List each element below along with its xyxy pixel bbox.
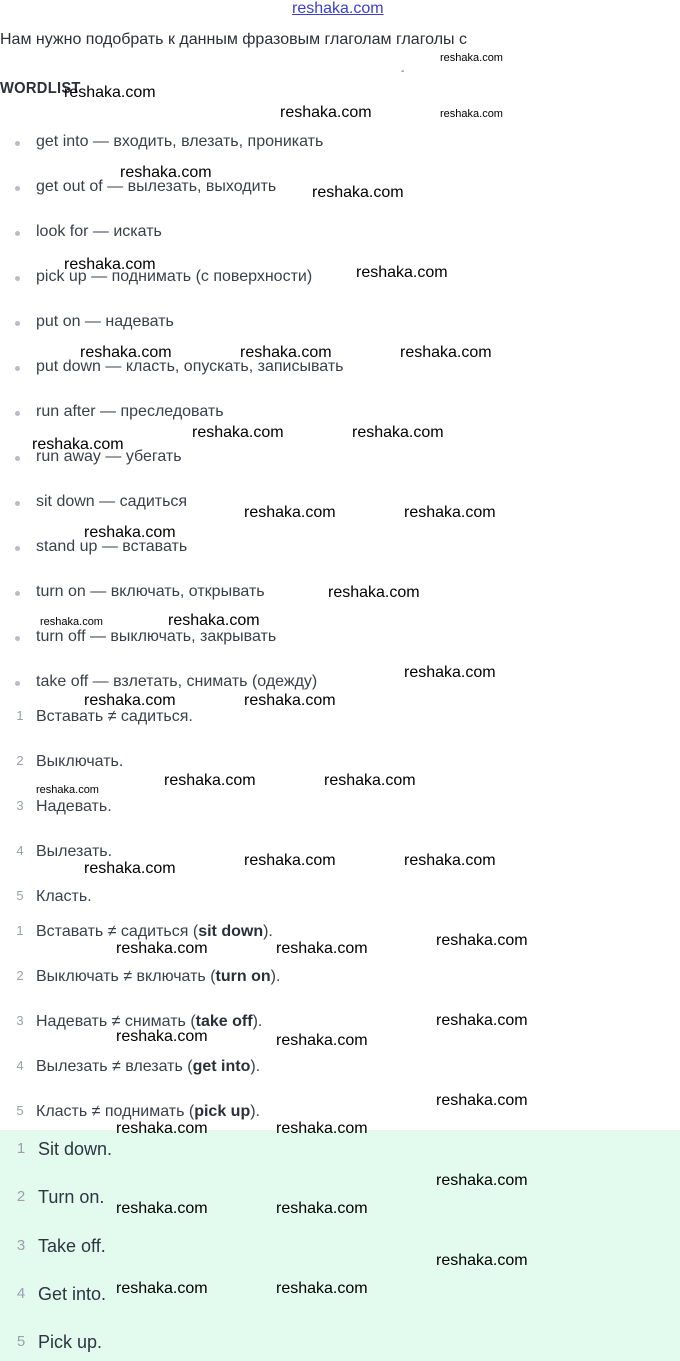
item-number: 4 — [16, 843, 24, 858]
watermark: reshaka.com — [168, 612, 260, 629]
bullet-icon — [15, 231, 20, 236]
bullet-icon — [15, 321, 20, 326]
task-text: Надевать. — [36, 798, 112, 815]
answer-item — [16, 1139, 113, 1160]
watermark: reshaka.com — [36, 784, 99, 796]
bullet-icon — [15, 501, 20, 506]
item-number: 1 — [16, 708, 24, 723]
answer-item — [16, 1236, 106, 1257]
watermark: reshaka.com — [164, 772, 256, 789]
item-number: 2 — [16, 1188, 26, 1205]
list-item — [36, 223, 162, 241]
list-item — [36, 313, 174, 331]
solution-text: Класть ≠ поднимать ( — [36, 1103, 195, 1120]
solution-verb: get into — [192, 1058, 251, 1075]
watermark: reshaka.com — [404, 504, 496, 521]
intro-text: Нам нужно подобрать к данным фразовым глаголам глаголы с — [0, 31, 467, 48]
item-number: 2 — [16, 968, 24, 983]
solution-end: ). — [252, 1013, 263, 1030]
watermark: reshaka.com — [312, 184, 404, 201]
watermark: reshaka.com — [404, 852, 496, 869]
solution-text: Вылезать ≠ влезать ( — [36, 1058, 193, 1075]
list-item — [36, 673, 317, 691]
list-item-text: get out of — вылезать, выходить — [36, 178, 277, 195]
solution-text: Выключать ≠ включать ( — [36, 968, 216, 985]
list-item-text: stand up — вставать — [36, 538, 188, 555]
watermark: reshaka.com — [436, 1012, 528, 1029]
solution-text: Надевать ≠ снимать ( — [36, 1013, 196, 1030]
item-number: 3 — [16, 1237, 26, 1254]
task-item — [16, 798, 112, 816]
list-item — [36, 403, 224, 421]
list-item — [36, 583, 265, 601]
answer-text: Pick up. — [38, 1332, 103, 1352]
list-item-text: put on — надевать — [36, 313, 174, 330]
task-text: Выключать. — [36, 753, 124, 770]
task-item — [16, 753, 124, 771]
watermark: reshaka.com — [328, 584, 420, 601]
watermark: reshaka.com — [116, 940, 208, 957]
watermark: reshaka.com — [324, 772, 416, 789]
answer-text: Take off. — [38, 1236, 106, 1256]
item-number: 3 — [16, 798, 24, 813]
answer-text: Sit down. — [38, 1139, 113, 1159]
watermark: reshaka.com — [40, 616, 103, 628]
solution-item — [16, 1103, 260, 1121]
watermark: reshaka.com — [352, 424, 444, 441]
item-number: 5 — [16, 1333, 26, 1350]
bullet-icon — [15, 186, 20, 191]
watermark: reshaka.com — [436, 932, 528, 949]
item-number: 4 — [16, 1058, 24, 1073]
watermark: reshaka.com — [84, 692, 176, 709]
watermark: reshaka.com — [276, 1280, 368, 1297]
list-item-text: pick up — поднимать (с поверхности) — [36, 268, 313, 285]
list-item-text: sit down — садиться — [36, 493, 188, 510]
list-item-text: turn off — выключать, закрывать — [36, 628, 277, 645]
watermark: reshaka.com — [440, 52, 503, 64]
site-link[interactable]: reshaka.com — [292, 0, 384, 17]
watermark: reshaka.com — [440, 108, 503, 120]
bullet-icon — [15, 546, 20, 551]
list-item-text: turn on — включать, открывать — [36, 583, 265, 600]
answer-box — [0, 1130, 680, 1361]
bullet-icon — [15, 636, 20, 641]
list-item-text: run away — убегать — [36, 448, 182, 465]
watermark: reshaka.com — [84, 524, 176, 541]
solution-item — [16, 1058, 261, 1076]
watermark: reshaka.com — [436, 1092, 528, 1109]
watermark: reshaka.com — [244, 692, 336, 709]
answer-text: Get into. — [38, 1284, 107, 1304]
watermark: reshaka.com — [120, 164, 212, 181]
bullet-icon — [15, 276, 20, 281]
solution-verb: take off — [195, 1013, 253, 1030]
task-item — [16, 888, 92, 906]
solution-item — [16, 923, 273, 941]
task-text: Вставать ≠ садиться. — [36, 708, 193, 725]
bullet-icon — [15, 456, 20, 461]
bullet-icon — [15, 681, 20, 686]
solution-text: Вставать ≠ садиться ( — [36, 923, 199, 940]
task-text: Класть. — [36, 888, 92, 905]
solution-end: ). — [250, 1103, 260, 1120]
solution-end: ). — [270, 968, 281, 985]
wordlist-heading: WORDLIST — [0, 80, 81, 97]
solution-verb: pick up — [194, 1103, 251, 1120]
answer-item — [16, 1187, 105, 1208]
watermark: reshaka.com — [84, 860, 176, 877]
solution-end: ). — [263, 923, 273, 940]
watermark: reshaka.com — [244, 504, 336, 521]
watermark: reshaka.com — [244, 852, 336, 869]
watermark: reshaka.com — [436, 1172, 528, 1189]
watermark: reshaka.com — [404, 664, 496, 681]
solution-item — [16, 968, 281, 986]
intro-mark: - — [401, 66, 405, 77]
list-item — [36, 133, 323, 151]
bullet-icon — [15, 411, 20, 416]
item-number: 3 — [16, 1013, 24, 1028]
item-number: 2 — [16, 753, 24, 768]
solution-verb: turn on — [215, 968, 271, 985]
bullet-icon — [15, 141, 20, 146]
answer-text: Turn on. — [38, 1187, 105, 1207]
watermark: reshaka.com — [276, 940, 368, 957]
list-item-text: look for — искать — [36, 223, 162, 240]
watermark: reshaka.com — [192, 424, 284, 441]
item-number: 5 — [16, 1103, 24, 1118]
list-item — [36, 628, 276, 646]
bullet-icon — [15, 591, 20, 596]
task-text: Вылезать. — [36, 843, 113, 860]
list-item-text: run after — преследовать — [36, 403, 224, 420]
list-item-text: put down — класть, опускать, записывать — [36, 358, 344, 375]
watermark: reshaka.com — [32, 436, 124, 453]
watermark: reshaka.com — [64, 256, 156, 273]
watermark: reshaka.com — [280, 104, 372, 121]
watermark: reshaka.com — [356, 264, 448, 281]
item-number: 5 — [16, 888, 24, 903]
task-item — [16, 843, 113, 861]
watermark: reshaka.com — [116, 1200, 208, 1217]
watermark: reshaka.com — [116, 1028, 208, 1045]
solution-verb: sit down — [198, 923, 264, 940]
watermark: reshaka.com — [80, 344, 172, 361]
item-number: 1 — [16, 923, 24, 938]
task-item — [16, 708, 193, 726]
watermark: reshaka.com — [64, 84, 156, 101]
list-item-text: get into — входить, влезать, проникать — [36, 133, 324, 150]
answer-item — [16, 1332, 103, 1353]
list-item-text: take off — взлетать, снимать (одежду) — [36, 673, 318, 690]
watermark: reshaka.com — [400, 344, 492, 361]
solution-end: ). — [250, 1058, 261, 1075]
watermark: reshaka.com — [276, 1200, 368, 1217]
item-number: 1 — [16, 1140, 26, 1157]
bullet-icon — [15, 366, 20, 371]
watermark: reshaka.com — [116, 1120, 208, 1137]
watermark: reshaka.com — [276, 1120, 368, 1137]
answer-item — [16, 1284, 107, 1305]
list-item — [36, 493, 187, 511]
watermark: reshaka.com — [436, 1252, 528, 1269]
watermark: reshaka.com — [240, 344, 332, 361]
watermark: reshaka.com — [276, 1032, 368, 1049]
item-number: 4 — [16, 1285, 26, 1302]
watermark: reshaka.com — [116, 1280, 208, 1297]
